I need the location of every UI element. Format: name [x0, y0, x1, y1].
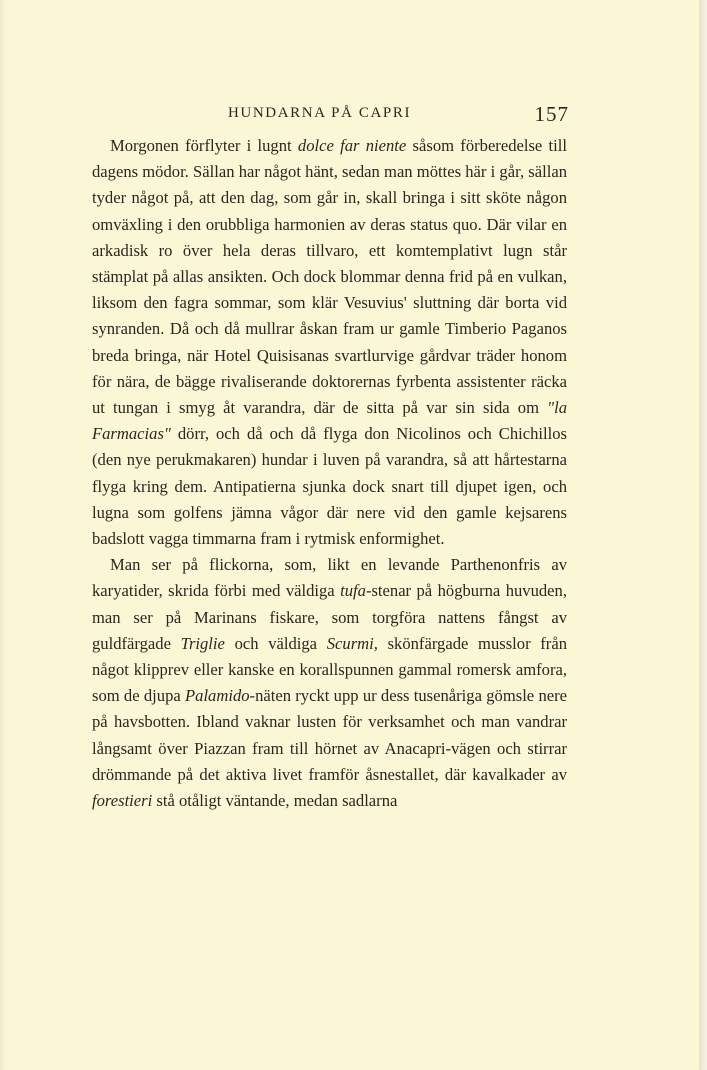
text-run: -stenar på högburna huvuden, man ser på Marinans fiskare, som torgföra nattens fångst av guldfärgade [92, 581, 567, 653]
page-edge-left [0, 0, 6, 1070]
text-run: skönfärgade musslor från något klipprev eller kanske en korallspunnen gammal romersk amfora, som de djupa [92, 633, 567, 706]
italic-run: Triglie [180, 633, 225, 653]
page-header [92, 102, 569, 126]
running-title: HUNDARNA PÅ CAPRI [228, 105, 412, 121]
paragraph-1 [92, 133, 567, 552]
italic-run: Palamido [185, 686, 250, 706]
text-run: Morgonen förflyter i lugnt [110, 136, 298, 155]
italic-run: tufa [340, 581, 366, 601]
italic-run: "la Farmacias" [92, 398, 567, 444]
text-run: såsom förberedelse till dagens mödor. Sällan har något hänt, sedan man möttes här i går, sällan tyder något på, att den dag, som går in, skall bringa i sitt sköte någon omväxling i den orubbliga harmonien av deras status quo. Där vilar en arkadisk ro över hela deras tillvaro, ett komtemplativt lugn står stämplat på allas ansikten. Och dock blommar denna frid på en vulkan, liksom den fagra sommar, som klär Vesuvius' sluttning där borta vid synranden. Då och då mullrar åskan fram ur gamle Timberio Paganos breda bringa, när Hotel Quisisanas svartlurvige gårdvar träder honom för nära, de bägge rivaliserande doktorernas fyrbenta assistenter räcka ut tungan i smyg åt varandra, där de sitta på var sin sida om [92, 136, 567, 418]
italic-run: Scurmi, [326, 633, 378, 653]
text-run: och väldiga [224, 633, 327, 653]
text-run: dörr, och då och då flyga don Nicolinos och Chichillos (den nye perukmakaren) hundar i luven på varandra, så att hårtestarna flyga kring dem. Antipatierna sjunka dock snart till djupet igen, och lugna som golfens jämna vågor där nere vid den gamle kejsarens badslott vagga timmarna fram i rytmisk enformighet. [92, 424, 567, 549]
text-run: Man ser på flickorna, som, likt en levande Parthenonfris av karyatider, skrida förbi med väldiga [92, 555, 567, 601]
page-number: 157 [534, 102, 569, 126]
page-edge-right [699, 0, 707, 1070]
paragraph-2 [92, 552, 567, 814]
text-run: stå otåligt väntande, medan sadlarna [152, 791, 398, 811]
body-text [92, 133, 567, 814]
text-run: -näten ryckt upp ur dess tusenåriga gömsle nere på havsbotten. Ibland vaknar lusten för verksamhet och man vandrar långsamt över Piazzan fram till hörnet av Anacapri-vägen och stirrar drömmande på det aktiva livet framför åsnestallet, där kavalkader av [92, 686, 567, 784]
italic-run: dolce far niente [297, 136, 407, 155]
italic-run: forestieri [92, 791, 153, 811]
